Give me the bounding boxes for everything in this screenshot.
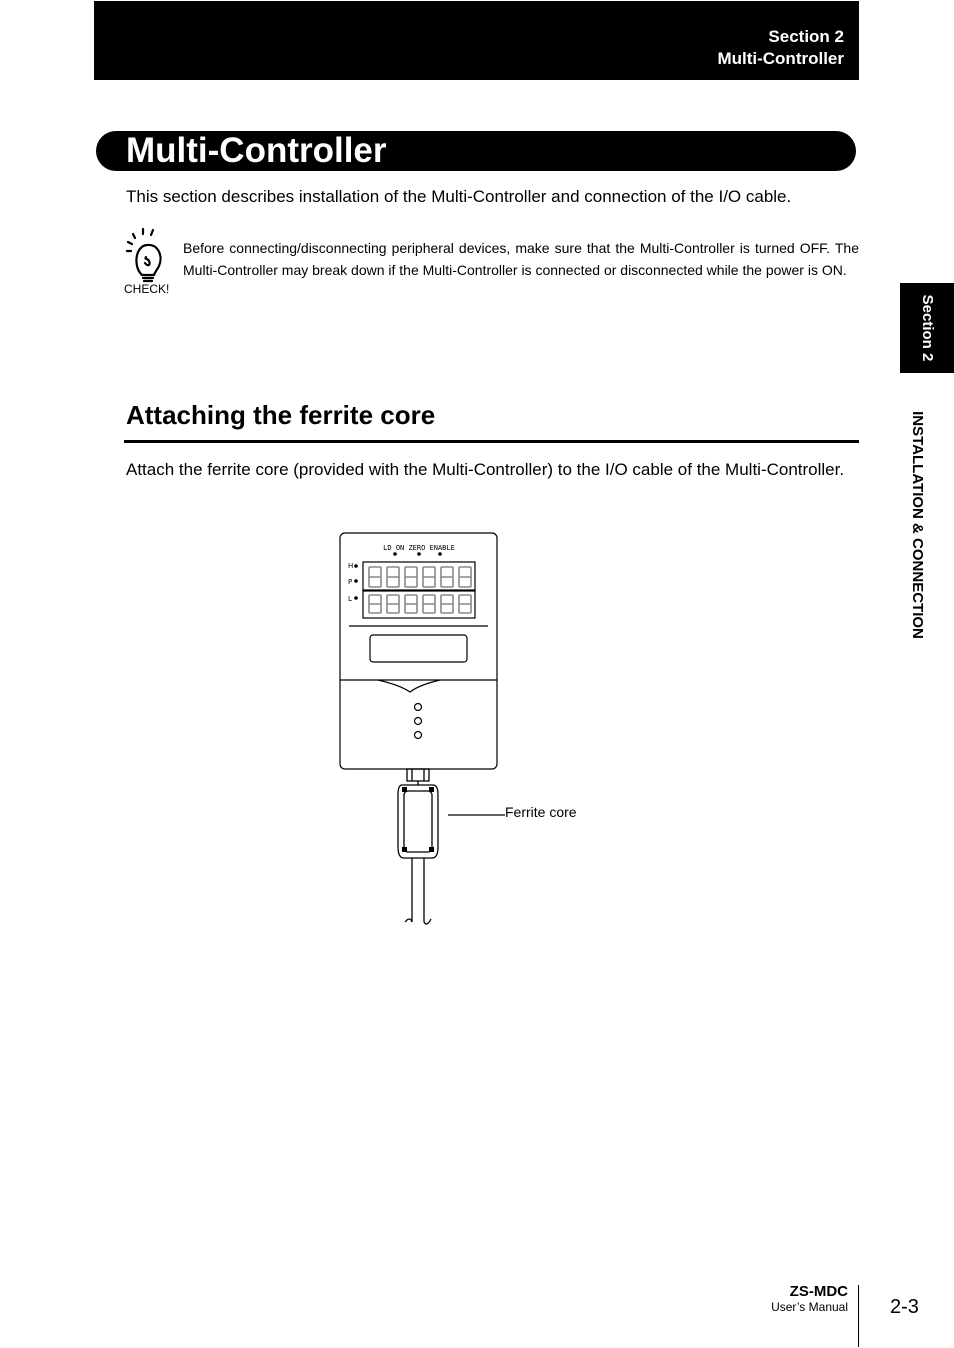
header-chapter: Multi-Controller	[717, 49, 844, 68]
header-bar	[94, 1, 859, 80]
footer-rule	[858, 1285, 859, 1347]
ferrite-core-drawing	[398, 769, 505, 924]
indicator-labels: LD ON ZERO ENABLE	[383, 544, 455, 552]
side-tab-section-label: Section 2	[919, 294, 936, 362]
side-tab-chapter-label: INSTALLATION & CONNECTION	[909, 411, 926, 639]
cover-notch	[378, 680, 440, 692]
multi-controller-figure	[330, 525, 670, 935]
title-bar	[96, 131, 856, 171]
footer-manual: User’s Manual	[771, 1300, 848, 1314]
subsection-heading: Attaching the ferrite core	[126, 400, 436, 430]
heading-rule	[124, 440, 859, 443]
indicator-p: P	[348, 578, 353, 586]
indicator-h: H	[348, 562, 354, 570]
page-title: Multi-Controller	[126, 131, 387, 170]
intro-paragraph: This section describes installation of the Multi-Controller and connection of the I/O cable.	[126, 187, 792, 206]
page-number: 2-3	[890, 1296, 919, 1318]
indicator-l: L	[348, 595, 352, 603]
check-label: CHECK!	[124, 282, 170, 296]
footer-product: ZS-MDC	[789, 1283, 848, 1300]
check-note: Before connecting/disconnecting peripheral devices, make sure that the Multi-Controller is turned OFF. The Multi-Controller may break down if the Multi-Controller is connected or disconnected while the power is ON.	[183, 240, 859, 278]
header-section: Section 2	[768, 27, 844, 46]
ferrite-core-callout: Ferrite core	[505, 804, 577, 820]
subsection-body: Attach the ferrite core (provided with the Multi-Controller) to the I/O cable of the Multi-Controller.	[126, 460, 845, 479]
header-text	[717, 26, 844, 70]
display-window	[370, 635, 467, 662]
